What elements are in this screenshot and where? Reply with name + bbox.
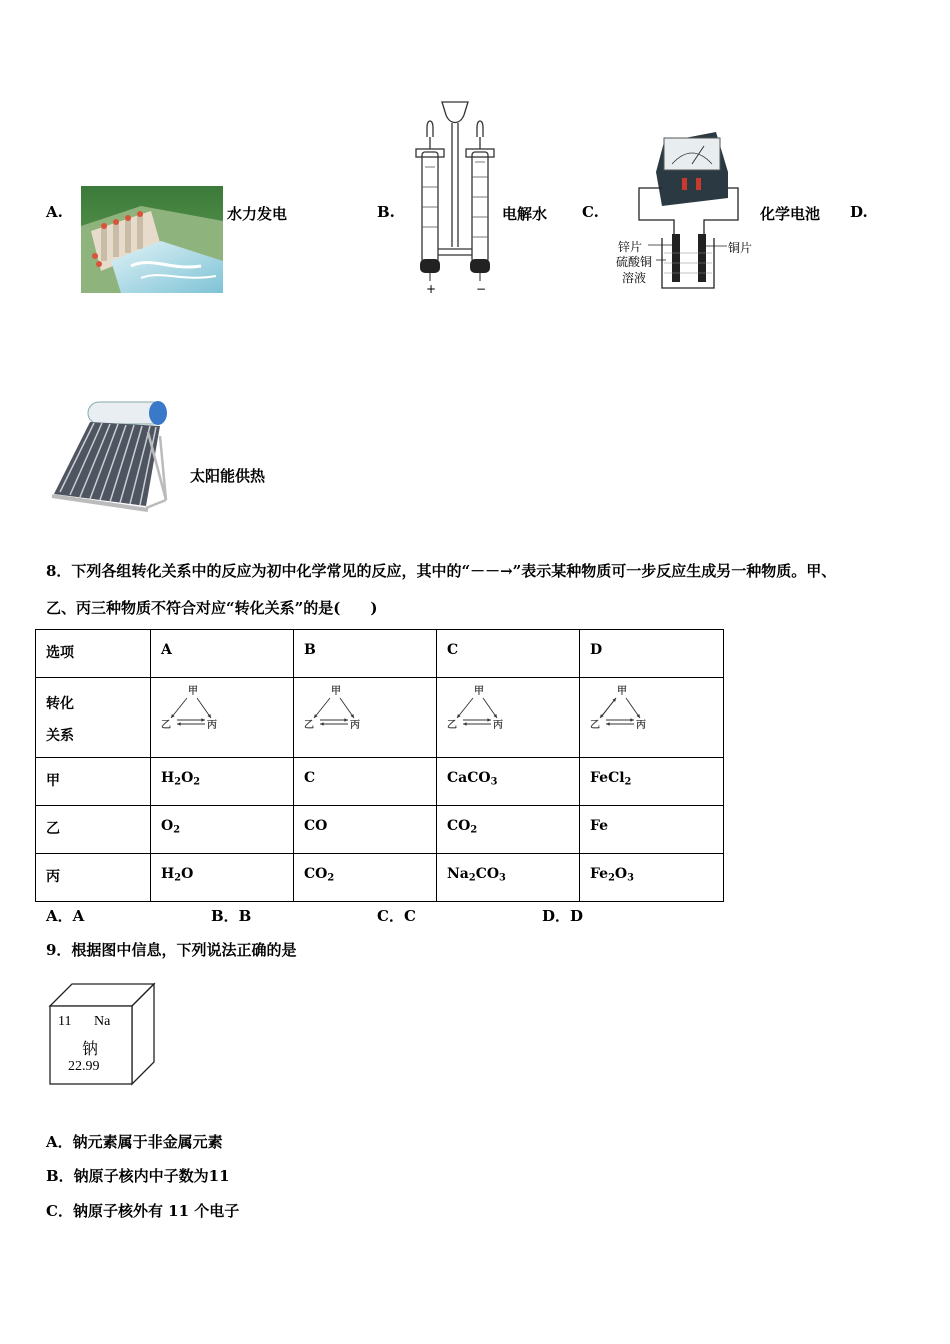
- relation-diagram-b: [294, 678, 437, 758]
- sodium-element-card: [48, 982, 156, 1086]
- element-symbol: Na: [94, 1014, 111, 1029]
- option-a-letter: A.: [46, 203, 63, 221]
- header-b: B: [294, 630, 437, 678]
- atomic-mass: 22.99: [68, 1059, 100, 1074]
- diagram-right-label: 丙: [493, 720, 503, 731]
- option-b-letter: B.: [377, 203, 395, 221]
- cell-yi-d: Fe: [580, 806, 724, 854]
- cell-jia-c: CaCO$_3$: [437, 758, 580, 806]
- solution-label-2: 溶液: [622, 271, 647, 285]
- cell-yi-a: $O_2$: [151, 806, 294, 854]
- option-c-letter: C.: [582, 203, 599, 221]
- cell-jia-a: $H_2O_2$: [151, 758, 294, 806]
- q9-option-c[interactable]: C．钠原子核外有 11 个电子: [46, 1202, 240, 1220]
- solution-label-1: 硫酸铜: [616, 255, 653, 269]
- q8-table: [35, 629, 724, 902]
- header-c: C: [437, 630, 580, 678]
- q8-answer-d[interactable]: D．D: [542, 907, 584, 925]
- cell-bing-c: $Na_2CO_3$: [437, 854, 580, 902]
- option-c-caption: 化学电池: [760, 205, 821, 223]
- cell-jia-d: FeCl$_2$: [580, 758, 724, 806]
- diagram-left-label: 乙: [304, 720, 314, 731]
- atomic-number: 11: [58, 1014, 72, 1029]
- option-a-caption: 水力发电: [227, 205, 288, 223]
- row-jia: 甲 $H_2O_2$ C CaCO$_3$ FeCl$_2$: [36, 758, 724, 806]
- q8-answer-b[interactable]: B．B: [211, 907, 252, 925]
- copper-label: 铜片: [728, 241, 753, 255]
- row-bing: 丙 $H_2O$ $CO_2$ $Na_2CO_3$ $Fe_2O_3$: [36, 854, 724, 902]
- cathode-sign: −: [476, 282, 487, 296]
- diagram-left-label: 乙: [590, 720, 600, 731]
- chemical-battery-diagram: [612, 128, 760, 292]
- diagram-right-label: 丙: [207, 720, 217, 731]
- solar-heater-image: [48, 396, 173, 522]
- q8-stem-line2: 乙、丙三种物质不符合对应“转化关系”的是( ): [46, 599, 378, 617]
- q8-answer-a[interactable]: A．A: [46, 907, 85, 925]
- q8-stem-line1: 8．下列各组转化关系中的反应为初中化学常见的反应，其中的“－－→”表示某种物质可一步反应生成另一种物质。甲、: [46, 562, 837, 580]
- cell-yi-b: CO: [294, 806, 437, 854]
- diagram-top-label: 甲: [617, 686, 627, 697]
- electrolysis-apparatus: [408, 97, 498, 297]
- relation-label-line1: 转化: [46, 696, 74, 712]
- option-d-letter: D.: [850, 203, 868, 221]
- q9-option-b[interactable]: B．钠原子核内中子数为11: [46, 1167, 230, 1185]
- diagram-left-label: 乙: [161, 720, 171, 731]
- diagram-top-label: 甲: [331, 686, 341, 697]
- header-a: A: [151, 630, 294, 678]
- q8-answer-c[interactable]: C．C: [377, 907, 416, 925]
- cell-jia-b: C: [294, 758, 437, 806]
- relation-diagram-a: [151, 678, 294, 758]
- q9-option-a[interactable]: A．钠元素属于非金属元素: [46, 1133, 223, 1151]
- relation-diagram-d: [580, 678, 724, 758]
- header-option: 选项: [36, 630, 151, 678]
- cell-bing-b: $CO_2$: [294, 854, 437, 902]
- zinc-label: 锌片: [618, 240, 643, 254]
- element-name: 钠: [82, 1039, 99, 1058]
- diagram-top-label: 甲: [188, 686, 198, 697]
- cell-bing-a: $H_2O$: [151, 854, 294, 902]
- q9-stem: 9．根据图中信息，下列说法正确的是: [46, 941, 297, 959]
- diagram-top-label: 甲: [474, 686, 484, 697]
- header-d: D: [580, 630, 724, 678]
- option-d-caption: 太阳能供热: [190, 467, 266, 485]
- relation-label-line2: 关系: [46, 728, 74, 744]
- relation-diagram-c: [437, 678, 580, 758]
- cell-yi-c: $CO_2$: [437, 806, 580, 854]
- option-b-caption: 电解水: [502, 205, 548, 223]
- row-yi: 乙 $O_2$ CO $CO_2$ Fe: [36, 806, 724, 854]
- hydropower-image: [81, 186, 223, 293]
- diagram-right-label: 丙: [636, 720, 646, 731]
- diagram-right-label: 丙: [350, 720, 360, 731]
- anode-sign: +: [426, 282, 437, 296]
- cell-bing-d: $Fe_2O_3$: [580, 854, 724, 902]
- relation-label: [36, 678, 151, 758]
- diagram-left-label: 乙: [447, 720, 457, 731]
